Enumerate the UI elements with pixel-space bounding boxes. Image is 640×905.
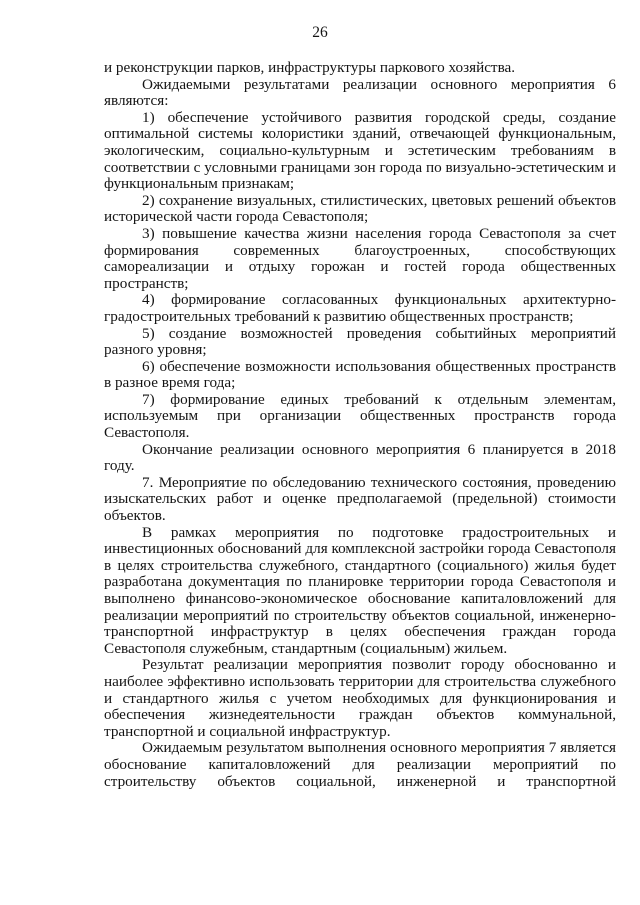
list-item-6: 6) обеспечение возможности использования общественных пространств в разное время года;: [104, 357, 616, 392]
list-item-3: 3) повышение качества жизни населения города Севастополя за счет формирования современных благоустроенных, способствующих самореализации и отдыху горожан и гостей города общественных пространств;: [104, 224, 616, 292]
body-text: [104, 60, 616, 790]
list-item-1: 1) обеспечение устойчивого развития городской среды, создание оптимальной системы колористики зданий, отвечающей функциональным, экологическим, социально-культурным и эстетическим требованиям в соответствии с условными границами зон города по визуально-эстетическим и функциональным признакам;: [104, 108, 616, 193]
paragraph-measure-7-heading: 7. Мероприятие по обследованию технического состояния, проведению изыскательских работ и оценке предполагаемой (предельной) стоимости объектов.: [104, 473, 616, 525]
list-item-2: 2) сохранение визуальных, стилистических, цветовых решений объектов исторической части города Севастополя;: [104, 191, 616, 226]
paragraph-completion-6: Окончание реализации основного мероприятия 6 планируется в 2018 году.: [104, 440, 616, 475]
paragraph-measure-7-result: Результат реализации мероприятия позволит городу обоснованно и наиболее эффективно использовать территории для строительства служебного и стандартного жилья с учетом необходимых для функционирования и обеспечения жизнедеятельности граждан объектов коммунальной, транспортной и социальной инфраструктур.: [104, 656, 616, 740]
paragraph-expected-results-6: Ожидаемыми результатами реализации основного мероприятия 6 являются:: [104, 75, 616, 110]
paragraph-measure-7-scope: В рамках мероприятия по подготовке градостроительных и инвестиционных обоснований для комплексной застройки города Севастополя в целях строительства служебного, стандартного (социального) жилья будет разработана документация по планировке территории города Севастополя и выполнено финансово-экономическое обоснование капиталовложений для реализации мероприятий по строительству объектов социальной, инженерно-транспортной инфраструктур в целях обеспечения граждан города Севастополя служебным, стандартным (социальным) жильем.: [104, 523, 616, 657]
paragraph-continuation: и реконструкции парков, инфраструктуры паркового хозяйства.: [104, 59, 516, 76]
paragraph-expected-result-7: Ожидаемым результатом выполнения основного мероприятия 7 является обоснование капиталовложений для реализации мероприятий по строительству объектов социальной, инженерной и транспортной: [104, 739, 616, 790]
list-item-7: 7) формирование единых требований к отдельным элементам, используемым при организации общественных пространств города Севастополя.: [104, 390, 616, 442]
page-number: 26: [312, 24, 328, 41]
list-item-4: 4) формирование согласованных функциональных архитектурно-градостроительных требований к развитию общественных пространств;: [104, 291, 616, 325]
list-item-5: 5) создание возможностей проведения событийных мероприятий разного уровня;: [104, 324, 616, 359]
